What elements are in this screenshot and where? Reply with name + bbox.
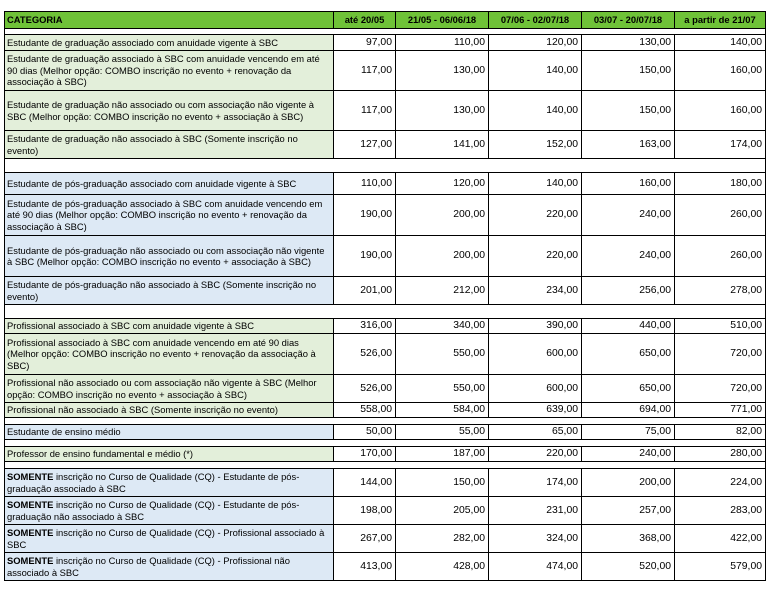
category-cell xyxy=(5,173,334,195)
table-row xyxy=(5,173,766,195)
table-row xyxy=(5,497,766,525)
category-label: Estudante de graduação associado à SBC com anuidade vencendo em até 90 dias (Melhor opção: COMBO inscrição no evento + renovação da associação à SBC) xyxy=(7,53,320,88)
price-cell: 413,00 xyxy=(334,553,396,581)
price-cell: 510,00 xyxy=(675,319,766,334)
category-cell xyxy=(5,51,334,91)
price-cell: 198,00 xyxy=(334,497,396,525)
price-table-body xyxy=(5,29,766,581)
spacer-cell xyxy=(396,418,489,425)
price-cell: 283,00 xyxy=(675,497,766,525)
category-emphasis: SOMENTE xyxy=(7,471,54,482)
price-cell: 150,00 xyxy=(582,91,675,131)
spacer-cell xyxy=(5,159,334,173)
price-cell: 650,00 xyxy=(582,375,675,403)
price-cell: 130,00 xyxy=(396,91,489,131)
price-cell: 140,00 xyxy=(675,35,766,51)
category-cell xyxy=(5,425,334,440)
spacer-cell xyxy=(489,305,582,319)
price-cell: 584,00 xyxy=(396,403,489,418)
price-cell: 526,00 xyxy=(334,375,396,403)
spacer-cell xyxy=(396,440,489,447)
price-cell: 440,00 xyxy=(582,319,675,334)
price-cell: 163,00 xyxy=(582,131,675,159)
category-cell xyxy=(5,236,334,277)
price-cell: 280,00 xyxy=(675,447,766,462)
header-categoria: CATEGORIA xyxy=(5,12,334,29)
price-cell: 174,00 xyxy=(675,131,766,159)
price-cell: 201,00 xyxy=(334,277,396,305)
price-cell: 170,00 xyxy=(334,447,396,462)
spacer-cell xyxy=(5,305,334,319)
price-cell: 190,00 xyxy=(334,236,396,277)
price-cell: 240,00 xyxy=(582,447,675,462)
category-emphasis: SOMENTE xyxy=(7,555,54,566)
category-cell xyxy=(5,334,334,375)
header-a-partir-2107: a partir de 21/07 xyxy=(675,12,766,29)
category-label: Estudante de graduação não associado ou com associação não vigente à SBC (Melhor opção: COMBO inscrição no evento + associação à SBC) xyxy=(7,99,314,122)
price-cell: 220,00 xyxy=(489,447,582,462)
price-cell: 160,00 xyxy=(675,51,766,91)
price-cell: 324,00 xyxy=(489,525,582,553)
table-row xyxy=(5,375,766,403)
price-cell: 110,00 xyxy=(334,173,396,195)
price-table xyxy=(4,11,766,581)
table-row xyxy=(5,319,766,334)
spacer-cell xyxy=(675,305,766,319)
spacer-cell xyxy=(675,440,766,447)
category-label: Profissional associado à SBC com anuidade vigente à SBC xyxy=(7,320,255,332)
spacer-cell xyxy=(582,159,675,173)
category-cell xyxy=(5,131,334,159)
group-spacer xyxy=(5,159,766,173)
category-label: Profissional associado à SBC com anuidade vencendo em até 90 dias (Melhor opção: COMBO inscrição no evento + renovação da associação à SBC) xyxy=(7,336,316,371)
spacer-cell xyxy=(5,418,334,425)
category-label: inscrição no Curso de Qualidade (CQ) - Profissional associado à SBC xyxy=(7,527,325,550)
spacer-cell xyxy=(396,159,489,173)
price-cell: 422,00 xyxy=(675,525,766,553)
header-0706-0207: 07/06 - 02/07/18 xyxy=(489,12,582,29)
category-cell xyxy=(5,195,334,236)
price-cell: 117,00 xyxy=(334,51,396,91)
price-cell: 650,00 xyxy=(582,334,675,375)
price-cell: 120,00 xyxy=(489,35,582,51)
category-label: Professor de ensino fundamental e médio (*) xyxy=(7,448,194,460)
price-cell: 97,00 xyxy=(334,35,396,51)
price-cell: 267,00 xyxy=(334,525,396,553)
table-row xyxy=(5,334,766,375)
price-cell: 160,00 xyxy=(582,173,675,195)
price-cell: 340,00 xyxy=(396,319,489,334)
table-row xyxy=(5,469,766,497)
spacer-cell xyxy=(396,462,489,469)
table-row xyxy=(5,447,766,462)
price-cell: 720,00 xyxy=(675,375,766,403)
price-cell: 474,00 xyxy=(489,553,582,581)
table-row xyxy=(5,195,766,236)
category-emphasis: SOMENTE xyxy=(7,527,54,538)
category-cell xyxy=(5,35,334,51)
price-cell: 240,00 xyxy=(582,236,675,277)
group-spacer xyxy=(5,440,766,447)
spacer-cell xyxy=(334,159,396,173)
spacer-cell xyxy=(334,305,396,319)
price-cell: 550,00 xyxy=(396,334,489,375)
spacer-cell xyxy=(489,462,582,469)
price-cell: 140,00 xyxy=(489,51,582,91)
category-label: Estudante de graduação associado com anuidade vigente à SBC xyxy=(7,36,279,48)
table-row xyxy=(5,91,766,131)
category-cell xyxy=(5,319,334,334)
price-cell: 205,00 xyxy=(396,497,489,525)
header-ate-2005: até 20/05 xyxy=(334,12,396,29)
table-row xyxy=(5,277,766,305)
category-label: inscrição no Curso de Qualidade (CQ) - Profissional não associado à SBC xyxy=(7,555,290,578)
spacer-cell xyxy=(334,462,396,469)
table-row xyxy=(5,35,766,51)
header-row xyxy=(5,12,766,29)
price-cell: 526,00 xyxy=(334,334,396,375)
price-cell: 257,00 xyxy=(582,497,675,525)
category-cell xyxy=(5,525,334,553)
table-row xyxy=(5,51,766,91)
price-cell: 368,00 xyxy=(582,525,675,553)
category-cell xyxy=(5,469,334,497)
category-label: Profissional não associado à SBC (Somente inscrição no evento) xyxy=(7,404,278,416)
category-cell xyxy=(5,91,334,131)
price-cell: 174,00 xyxy=(489,469,582,497)
price-cell: 82,00 xyxy=(675,425,766,440)
spacer-cell xyxy=(334,418,396,425)
group-spacer xyxy=(5,305,766,319)
category-label: Estudante de pós-graduação não associado ou com associação não vigente à SBC (Melhor opção: COMBO inscrição no evento + associação à SBC) xyxy=(7,244,325,267)
category-cell xyxy=(5,553,334,581)
price-cell: 120,00 xyxy=(396,173,489,195)
price-cell: 224,00 xyxy=(675,469,766,497)
price-cell: 220,00 xyxy=(489,195,582,236)
group-spacer xyxy=(5,418,766,425)
spacer-cell xyxy=(582,462,675,469)
price-cell: 558,00 xyxy=(334,403,396,418)
price-cell: 144,00 xyxy=(334,469,396,497)
price-cell: 600,00 xyxy=(489,375,582,403)
price-cell: 127,00 xyxy=(334,131,396,159)
category-label: Estudante de graduação não associado à SBC (Somente inscrição no evento) xyxy=(7,133,298,156)
price-cell: 694,00 xyxy=(582,403,675,418)
category-label: Profissional não associado ou com associação não vigente à SBC (Melhor opção: COMBO inscrição no evento + associação à SBC) xyxy=(7,377,317,400)
price-cell: 130,00 xyxy=(396,51,489,91)
category-label: Estudante de pós-graduação associado à SBC com anuidade vencendo em até 90 dias (Melhor opção: COMBO inscrição no evento + renovação da associação à SBC) xyxy=(7,197,323,232)
spacer-cell xyxy=(5,440,334,447)
price-cell: 234,00 xyxy=(489,277,582,305)
spacer-cell xyxy=(489,159,582,173)
price-cell: 75,00 xyxy=(582,425,675,440)
category-cell xyxy=(5,403,334,418)
table-row xyxy=(5,403,766,418)
price-cell: 180,00 xyxy=(675,173,766,195)
spacer-cell xyxy=(396,305,489,319)
category-cell xyxy=(5,497,334,525)
category-label: Estudante de pós-graduação associado com anuidade vigente à SBC xyxy=(7,177,297,189)
spacer-cell xyxy=(675,159,766,173)
price-cell: 260,00 xyxy=(675,195,766,236)
spacer-cell xyxy=(582,305,675,319)
price-cell: 600,00 xyxy=(489,334,582,375)
spacer-cell xyxy=(489,418,582,425)
price-cell: 141,00 xyxy=(396,131,489,159)
spacer-cell xyxy=(5,462,334,469)
price-cell: 65,00 xyxy=(489,425,582,440)
price-cell: 260,00 xyxy=(675,236,766,277)
price-cell: 55,00 xyxy=(396,425,489,440)
spacer-cell xyxy=(675,462,766,469)
price-cell: 150,00 xyxy=(396,469,489,497)
price-cell: 520,00 xyxy=(582,553,675,581)
price-cell: 240,00 xyxy=(582,195,675,236)
category-label: Estudante de pós-graduação não associado à SBC (Somente inscrição no evento) xyxy=(7,279,317,302)
price-cell: 50,00 xyxy=(334,425,396,440)
spacer-cell xyxy=(334,440,396,447)
price-cell: 220,00 xyxy=(489,236,582,277)
table-row xyxy=(5,525,766,553)
price-cell: 117,00 xyxy=(334,91,396,131)
price-cell: 390,00 xyxy=(489,319,582,334)
price-cell: 579,00 xyxy=(675,553,766,581)
price-cell: 771,00 xyxy=(675,403,766,418)
category-cell xyxy=(5,447,334,462)
category-cell xyxy=(5,277,334,305)
price-cell: 110,00 xyxy=(396,35,489,51)
price-cell: 187,00 xyxy=(396,447,489,462)
table-row xyxy=(5,236,766,277)
category-label: inscrição no Curso de Qualidade (CQ) - Estudante de pós-graduação não associado à SBC xyxy=(7,499,300,522)
price-cell: 190,00 xyxy=(334,195,396,236)
price-cell: 200,00 xyxy=(396,195,489,236)
group-spacer xyxy=(5,462,766,469)
category-label: inscrição no Curso de Qualidade (CQ) - Estudante de pós-graduação associado à SBC xyxy=(7,471,300,494)
spacer-cell xyxy=(675,418,766,425)
category-emphasis: SOMENTE xyxy=(7,499,54,510)
category-label: Estudante de ensino médio xyxy=(7,426,121,438)
price-cell: 130,00 xyxy=(582,35,675,51)
price-cell: 200,00 xyxy=(582,469,675,497)
price-cell: 212,00 xyxy=(396,277,489,305)
price-cell: 282,00 xyxy=(396,525,489,553)
price-cell: 200,00 xyxy=(396,236,489,277)
header-0307-2007: 03/07 - 20/07/18 xyxy=(582,12,675,29)
price-cell: 316,00 xyxy=(334,319,396,334)
price-cell: 550,00 xyxy=(396,375,489,403)
spacer-cell xyxy=(582,440,675,447)
table-row xyxy=(5,553,766,581)
price-cell: 720,00 xyxy=(675,334,766,375)
price-cell: 639,00 xyxy=(489,403,582,418)
spacer-cell xyxy=(582,418,675,425)
price-cell: 160,00 xyxy=(675,91,766,131)
price-cell: 256,00 xyxy=(582,277,675,305)
price-cell: 140,00 xyxy=(489,173,582,195)
price-cell: 428,00 xyxy=(396,553,489,581)
header-2105-0606: 21/05 - 06/06/18 xyxy=(396,12,489,29)
price-cell: 140,00 xyxy=(489,91,582,131)
price-cell: 150,00 xyxy=(582,51,675,91)
price-cell: 231,00 xyxy=(489,497,582,525)
spacer-cell xyxy=(489,440,582,447)
price-cell: 152,00 xyxy=(489,131,582,159)
table-row xyxy=(5,425,766,440)
table-row xyxy=(5,131,766,159)
category-cell xyxy=(5,375,334,403)
price-cell: 278,00 xyxy=(675,277,766,305)
